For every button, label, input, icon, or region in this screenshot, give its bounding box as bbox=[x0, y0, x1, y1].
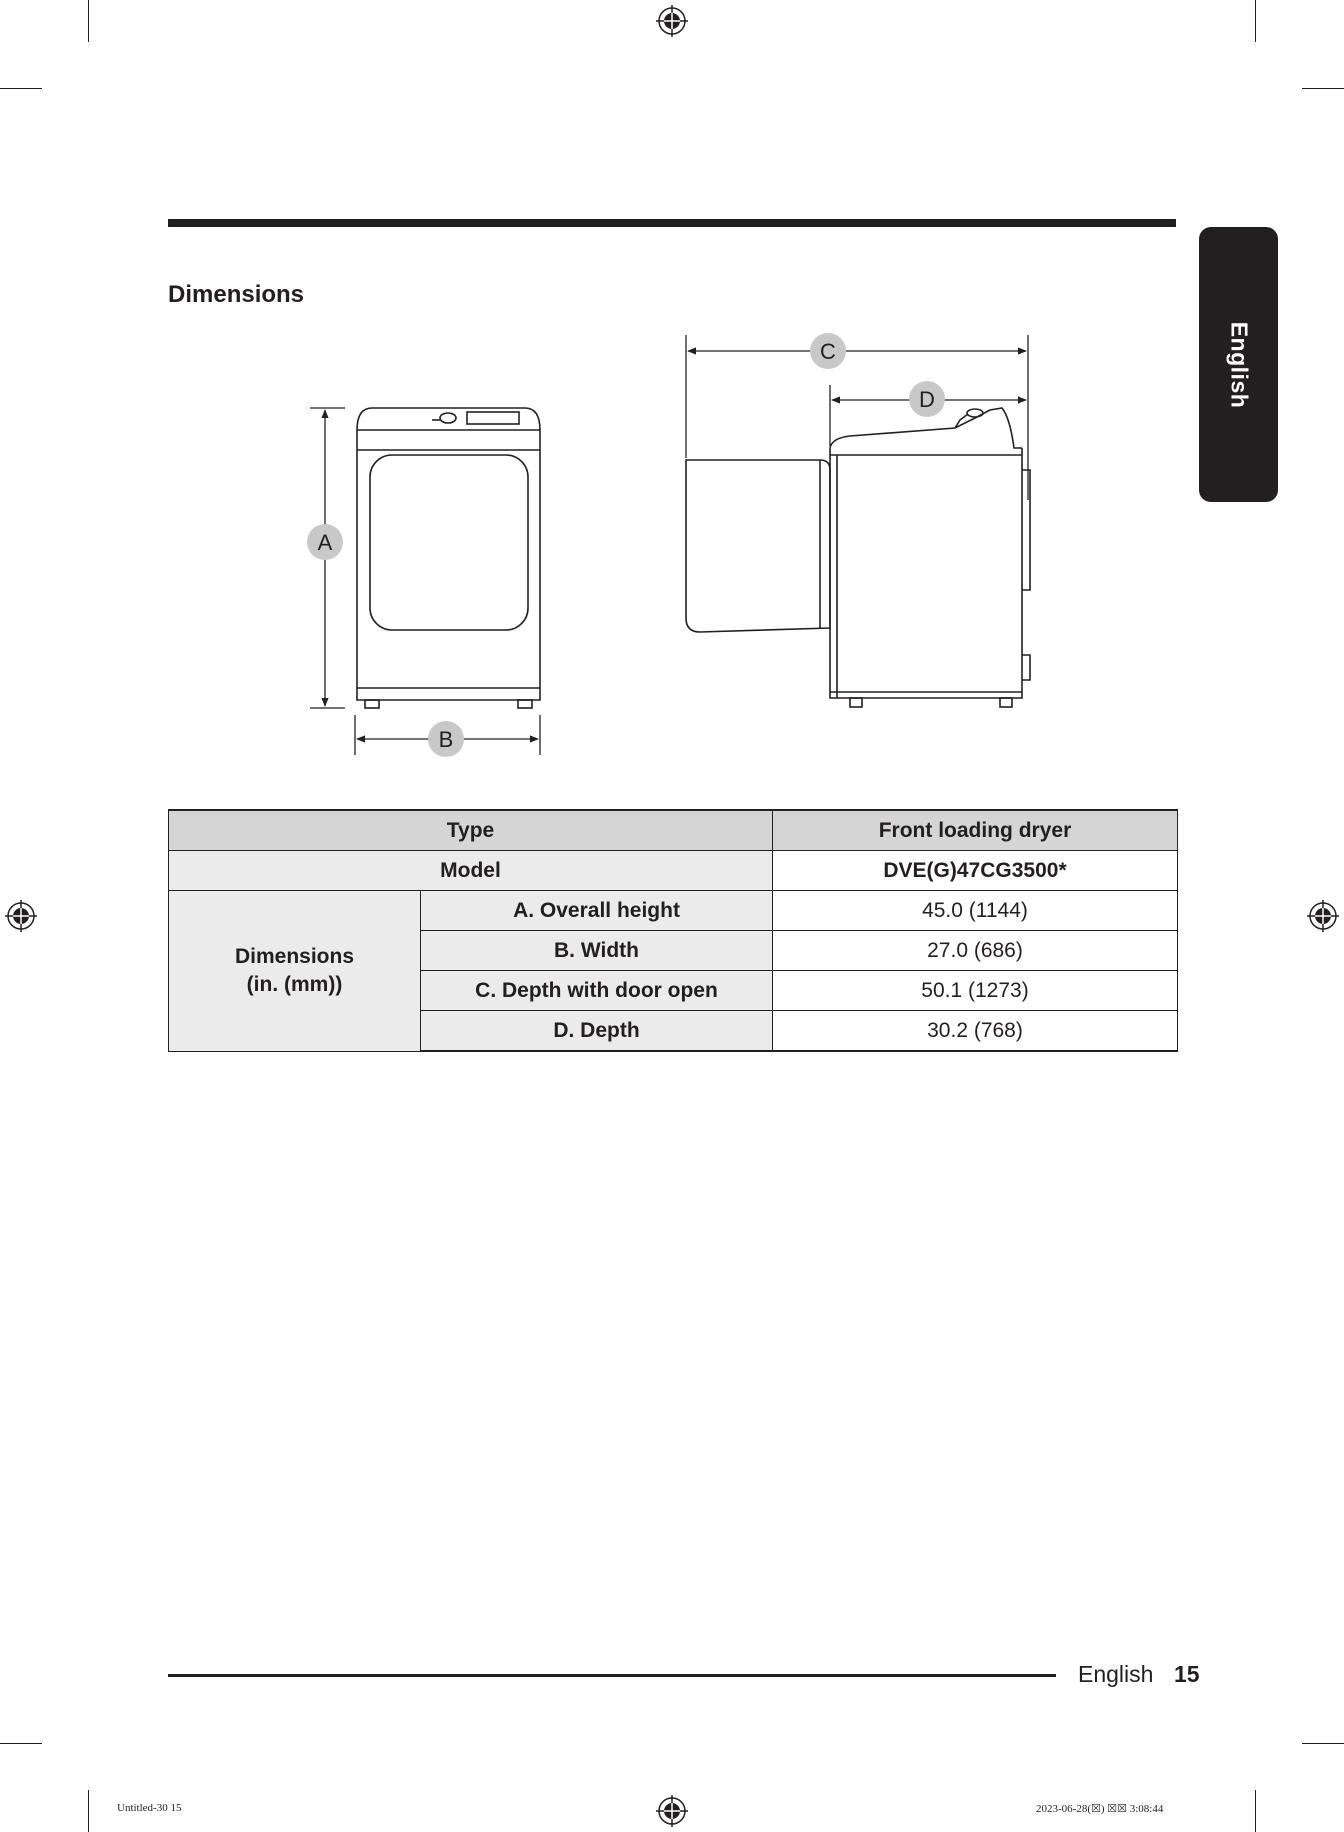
svg-text:B: B bbox=[438, 727, 454, 752]
table-row bbox=[169, 891, 1178, 931]
row-value: 50.1 (1273) bbox=[773, 971, 1178, 1011]
crop-mark bbox=[0, 1743, 42, 1744]
registration-mark-icon bbox=[5, 900, 37, 932]
registration-mark-icon bbox=[656, 1795, 688, 1827]
type-label: Type bbox=[169, 810, 773, 851]
marker-a bbox=[307, 524, 343, 560]
print-slug-right: 2023-06-28(☒) ☒☒ 3:08:44 bbox=[1036, 1803, 1164, 1815]
crop-mark bbox=[1302, 1743, 1344, 1744]
language-tab[interactable] bbox=[1199, 227, 1278, 502]
dryer-front-view bbox=[357, 408, 540, 708]
dryer-side-view bbox=[686, 408, 1030, 707]
crop-mark bbox=[88, 0, 89, 42]
marker-c bbox=[810, 333, 846, 369]
footer-language: English bbox=[1078, 1661, 1154, 1687]
section-title: Dimensions bbox=[168, 281, 305, 308]
page-number: 15 bbox=[1174, 1661, 1200, 1687]
type-value: Front loading dryer bbox=[773, 810, 1178, 851]
dimensions-table bbox=[168, 809, 1178, 1052]
language-tab-label: English bbox=[1226, 321, 1252, 408]
crop-mark bbox=[1302, 88, 1344, 89]
row-label: A. Overall height bbox=[421, 891, 773, 931]
print-slug-left: Untitled-30 15 bbox=[117, 1802, 182, 1814]
footer-divider bbox=[168, 1674, 1056, 1677]
marker-b bbox=[428, 721, 464, 757]
model-label: Model bbox=[169, 851, 773, 891]
crop-mark bbox=[1255, 0, 1256, 42]
model-value: DVE(G)47CG3500* bbox=[773, 851, 1178, 891]
row-value: 45.0 (1144) bbox=[773, 891, 1178, 931]
svg-text:C: C bbox=[820, 339, 836, 364]
dimensions-group-label bbox=[169, 891, 421, 1052]
registration-mark-icon bbox=[656, 5, 688, 37]
marker-d bbox=[909, 381, 945, 417]
row-value: 30.2 (768) bbox=[773, 1011, 1178, 1052]
svg-text:D: D bbox=[919, 387, 935, 412]
group-label-line: Dimensions bbox=[234, 944, 355, 968]
crop-mark bbox=[88, 1790, 89, 1832]
row-label: C. Depth with door open bbox=[421, 971, 773, 1011]
dimensions-diagram bbox=[290, 330, 1050, 760]
row-label: B. Width bbox=[421, 931, 773, 971]
table-row bbox=[169, 851, 1178, 891]
row-label: D. Depth bbox=[421, 1011, 773, 1052]
section-divider bbox=[168, 219, 1176, 227]
crop-mark bbox=[0, 88, 42, 89]
group-label-line: (in. (mm)) bbox=[246, 972, 343, 996]
table-row bbox=[169, 810, 1178, 851]
crop-mark bbox=[1255, 1790, 1256, 1832]
svg-text:A: A bbox=[317, 530, 333, 555]
row-value: 27.0 (686) bbox=[773, 931, 1178, 971]
registration-mark-icon bbox=[1307, 900, 1339, 932]
